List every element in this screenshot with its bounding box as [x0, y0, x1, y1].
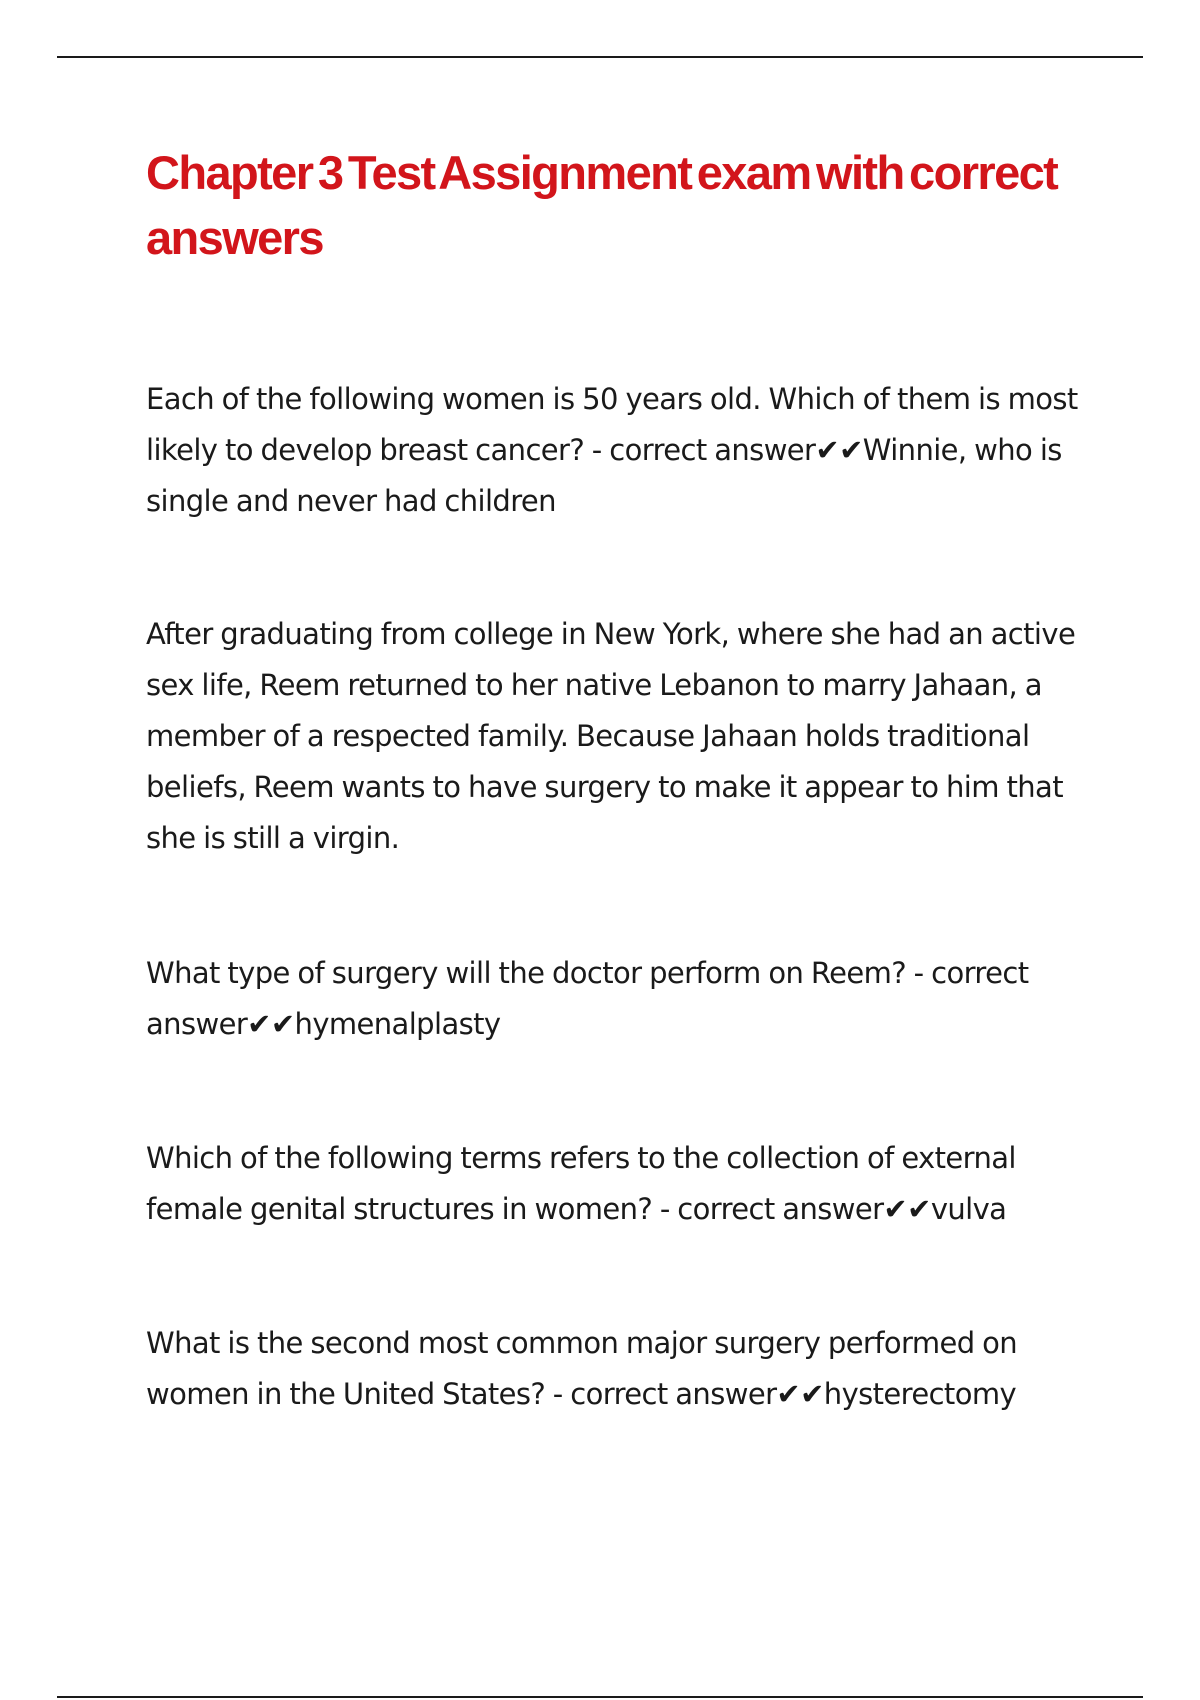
question-item [146, 609, 1106, 864]
bottom-divider [57, 1696, 1143, 1698]
answer-text: answer✔✔hysterectomy [675, 1377, 1017, 1411]
top-divider [57, 56, 1143, 58]
question-item [146, 1133, 1106, 1235]
document-body [146, 140, 1106, 1420]
question-text: Which of the following terms refers to the collection of external female genital structures in women? - correct [146, 1141, 1016, 1226]
question-text: Each of the following women is 50 years old. Which of them is most likely to develop breast cancer? - correct [146, 382, 1078, 467]
question-text: After graduating from college in New York, where she had an active sex life, Reem returned to her native Lebanon to marry Jahaan, a member of a respected family. Because Jahaan holds traditional beliefs, Reem wants to have surgery to make it appear to him that she is still a virgin. [146, 617, 1076, 855]
question-text: What type of surgery will the doctor perform on Reem? - correct [146, 956, 1029, 990]
page-title: Chapter 3 Test Assignment exam with correct answers [146, 146, 1058, 264]
question-item [146, 374, 1106, 527]
answer-text: answer✔✔hymenalplasty [146, 1007, 501, 1041]
question-item [146, 1318, 1106, 1420]
answer-text: answer✔✔vulva [782, 1192, 1007, 1226]
question-item [146, 948, 1106, 1050]
question-text: What is the second most common major surgery performed on women in the United States? - correct [146, 1326, 1018, 1411]
answer-text: answer✔✔Winnie, who is single and never had children [146, 433, 1062, 518]
